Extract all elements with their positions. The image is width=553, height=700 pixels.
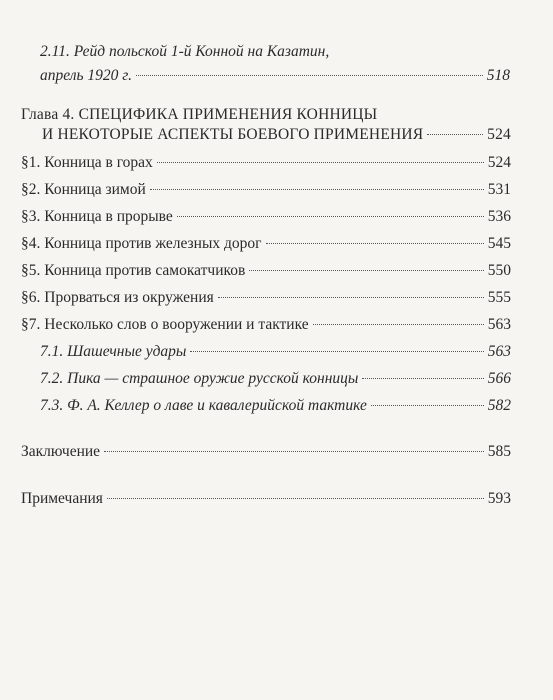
toc-entry-notes <box>21 489 511 509</box>
toc-entry-title: §2. Конница зимой <box>21 181 146 198</box>
page-number: 563 <box>487 343 511 360</box>
toc-entry-title: Примечания <box>21 490 103 507</box>
page-number: 524 <box>487 154 511 171</box>
toc-entry-title: §4. Конница против железных дорог <box>21 235 262 252</box>
toc-entry-title-line1: Глава 4. СПЕЦИФИКА ПРИМЕНЕНИЯ КОННИЦЫ <box>21 106 378 123</box>
toc-entry-title: §1. Конница в горах <box>21 154 153 171</box>
toc-entry-section-3 <box>21 207 511 227</box>
dot-leader <box>157 162 484 163</box>
page-number: 566 <box>487 370 511 387</box>
toc-entry-section-5 <box>21 261 511 281</box>
page-number: 524 <box>487 126 511 143</box>
toc-entry-title: Заключение <box>21 443 101 460</box>
toc-entry-section-4 <box>21 234 511 254</box>
dot-leader <box>136 75 483 76</box>
toc-entry-7-1 <box>40 342 511 362</box>
page-number: 555 <box>487 289 511 306</box>
toc-entry-conclusion <box>21 442 511 462</box>
dot-leader <box>177 216 484 217</box>
dot-leader <box>190 351 483 352</box>
toc-entry-chapter-4 <box>21 105 511 145</box>
toc-entry-title-line2: апрель 1920 г. <box>40 67 133 84</box>
toc-entry-section-6 <box>21 288 511 308</box>
dot-leader <box>150 189 484 190</box>
toc-entry-title: §7. Несколько слов о вооружении и тактике <box>21 316 309 333</box>
toc-entry-title-line2: И НЕКОТОРЫЕ АСПЕКТЫ БОЕВОГО ПРИМЕНЕНИЯ <box>42 126 424 143</box>
dot-leader <box>104 451 484 452</box>
toc-entry-title: §5. Конница против самокатчиков <box>21 262 246 279</box>
page-number: 582 <box>487 397 511 414</box>
page-number: 545 <box>487 235 511 252</box>
dot-leader <box>362 378 483 379</box>
page-number: 536 <box>487 208 511 225</box>
page-number: 518 <box>486 67 510 84</box>
dot-leader <box>249 270 483 271</box>
toc-entry-title: 7.3. Ф. А. Келлер о лаве и кавалерийской тактике <box>40 397 367 414</box>
dot-leader <box>371 405 484 406</box>
dot-leader <box>313 324 484 325</box>
dot-leader <box>218 297 484 298</box>
page-number: 585 <box>487 443 511 460</box>
toc-entry-section-2 <box>21 180 511 200</box>
page-number: 550 <box>487 262 511 279</box>
toc-entry-title: 7.2. Пика — страшное оружие русской конницы <box>40 370 359 387</box>
toc-entry-title: §6. Прорваться из окружения <box>21 289 214 306</box>
dot-leader <box>427 134 483 135</box>
dot-leader <box>266 243 484 244</box>
toc-entry-title-line1: 2.11. Рейд польской 1-й Конной на Казатин, <box>40 43 330 60</box>
dot-leader <box>107 498 484 499</box>
toc-entry-section-1 <box>21 153 511 173</box>
toc-entry-2-11 <box>40 42 510 86</box>
toc-entry-7-2 <box>40 369 511 389</box>
page-number: 563 <box>487 316 511 333</box>
toc-entry-title: §3. Конница в прорыве <box>21 208 173 225</box>
toc-entry-section-7 <box>21 315 511 335</box>
toc-entry-7-3 <box>40 396 511 416</box>
page-number: 593 <box>487 490 511 507</box>
toc-entry-title: 7.1. Шашечные удары <box>40 343 187 360</box>
page-number: 531 <box>487 181 511 198</box>
